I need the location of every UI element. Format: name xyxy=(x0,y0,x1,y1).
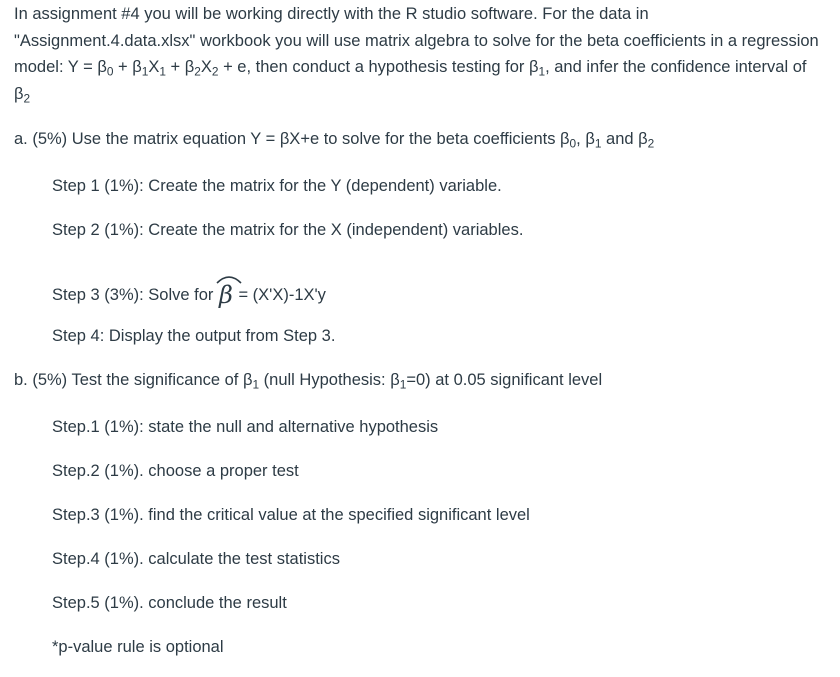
part-b-text: b. (5%) Test the significance of β xyxy=(14,371,253,389)
intro-text: X xyxy=(200,58,212,76)
part-b-step-1: Step.1 (1%): state the null and alternative hypothesis xyxy=(52,418,439,436)
part-a-step-2: Step 2 (1%): Create the matrix for the X (independent) variables. xyxy=(52,221,524,239)
subscript: 0 xyxy=(106,64,114,79)
intro-text: X xyxy=(148,58,160,76)
step-3-formula: = (X'X)-1X'y xyxy=(233,286,326,304)
subscript: 0 xyxy=(569,136,577,151)
subscript: 1 xyxy=(594,136,602,151)
subscript: 2 xyxy=(211,64,219,79)
part-a-step-3 xyxy=(52,283,326,307)
part-a-text: , β xyxy=(576,130,595,148)
part-a-text: a. (5%) Use the matrix equation Y = βX+e to solve for the beta coefficients β xyxy=(14,130,570,148)
part-b-step-5: Step.5 (1%). conclude the result xyxy=(52,594,287,612)
subscript: 2 xyxy=(194,64,201,79)
intro-text: + e, then conduct a hypothesis testing for β xyxy=(218,58,539,76)
part-b-step-4: Step.4 (1%). calculate the test statistics xyxy=(52,550,340,568)
subscript: 1 xyxy=(252,377,260,392)
part-b-step-2: Step.2 (1%). choose a proper test xyxy=(52,462,299,480)
subscript: 1 xyxy=(538,64,546,79)
beta-symbol: β xyxy=(219,281,233,309)
intro-paragraph xyxy=(14,1,826,107)
subscript: 2 xyxy=(647,136,655,151)
part-b-heading xyxy=(14,371,602,390)
p-value-note: *p-value rule is optional xyxy=(52,638,224,656)
part-b-step-3: Step.3 (1%). find the critical value at the specified significant level xyxy=(52,506,530,524)
part-b-text: (null Hypothesis: β xyxy=(259,371,400,389)
beta-hat-symbol xyxy=(218,283,234,307)
intro-text: + β xyxy=(165,58,195,76)
step-3-text: Step 3 (3%): Solve for xyxy=(52,286,218,304)
part-a-heading xyxy=(14,130,654,149)
subscript: 1 xyxy=(141,64,149,79)
subscript: 1 xyxy=(399,377,407,392)
intro-text: , and infer the confidence interval of β xyxy=(14,58,807,103)
part-a-step-1: Step 1 (1%): Create the matrix for the Y (dependent) variable. xyxy=(52,177,502,195)
subscript: 1 xyxy=(159,64,166,79)
intro-text: + β xyxy=(113,58,142,76)
part-b-text: =0) at 0.05 significant level xyxy=(406,371,603,389)
part-a-step-4: Step 4: Display the output from Step 3. xyxy=(52,327,336,345)
subscript: 2 xyxy=(23,90,31,105)
hat-accent-icon xyxy=(215,274,243,284)
intro-text: In assignment #4 you will be working directly with the R studio software. For the data in "Assignment.4.data.xlsx" workbook you will use matrix algebra to solve for the beta coefficients in a regression model: Y = β xyxy=(14,5,819,76)
part-a-text: and β xyxy=(601,130,648,148)
